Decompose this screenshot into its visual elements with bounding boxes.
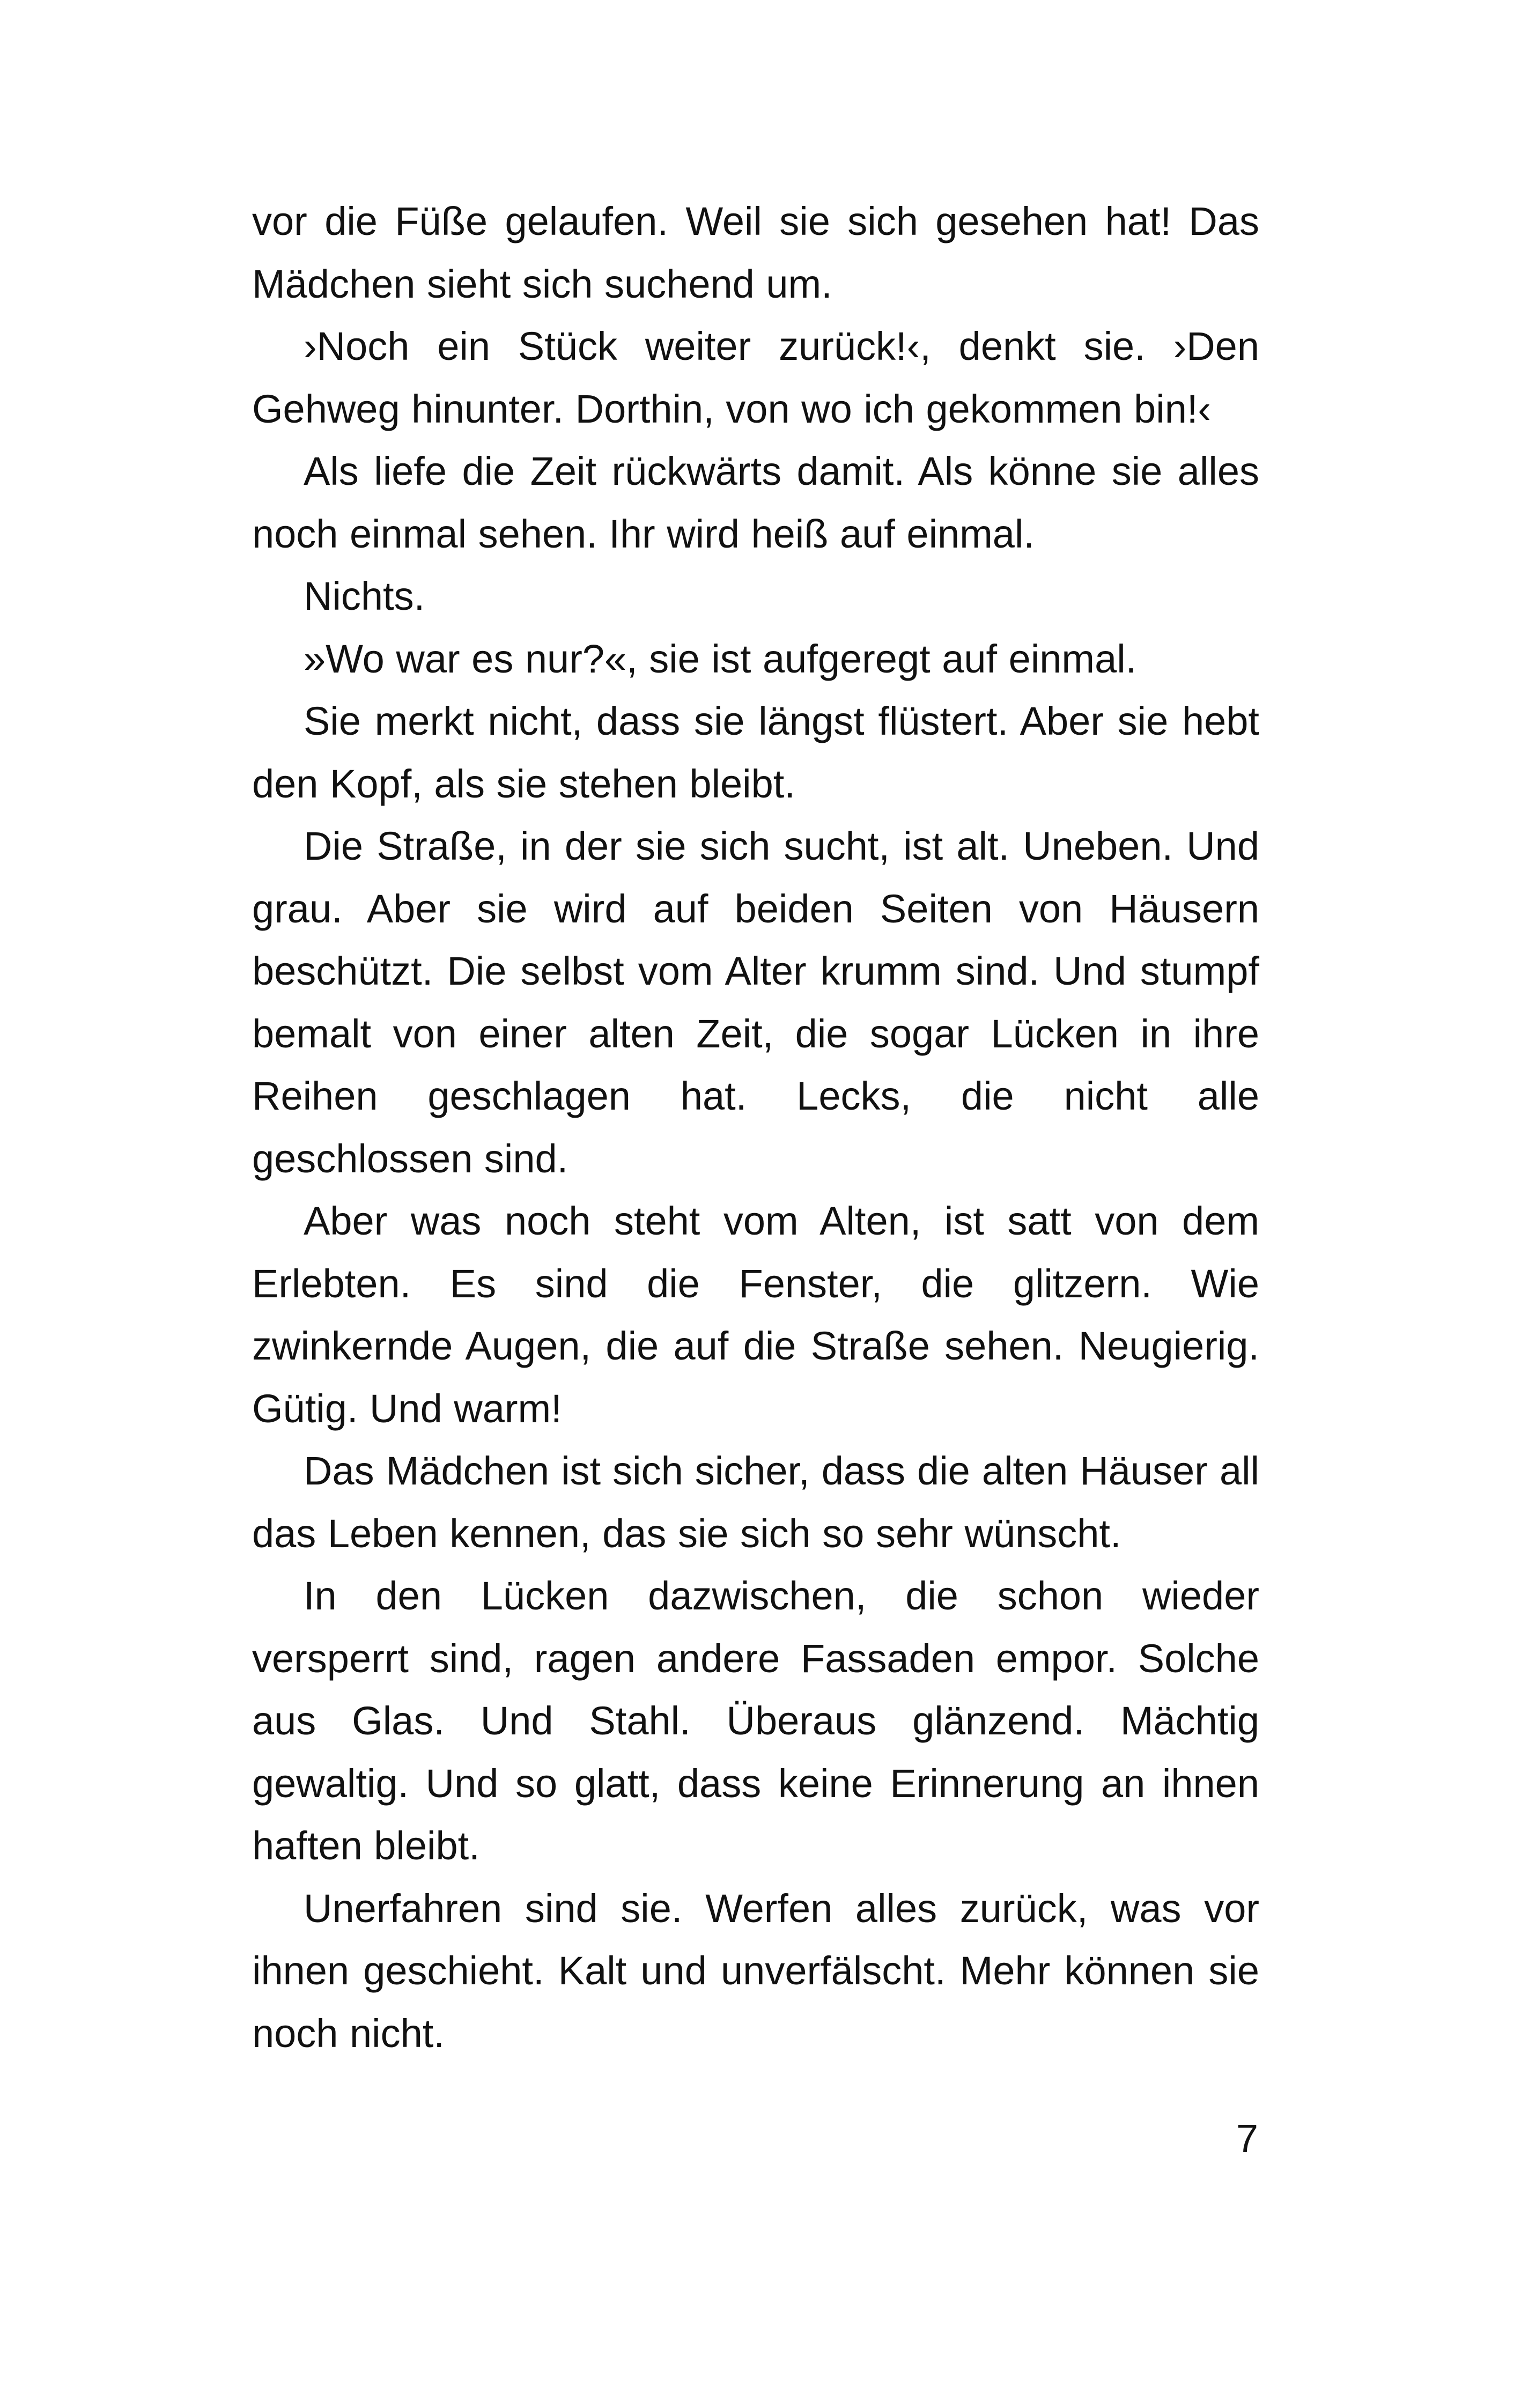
paragraph: Aber was noch steht vom Alten, ist satt von dem Erlebten. Es sind die Fenster, die glitzern. Wie zwinkernde Augen, die auf die Straße sehen. Neugierig. Gütig. Und warm! <box>252 1199 1259 1431</box>
page-number: 7 <box>1236 2116 1258 2161</box>
paragraph: In den Lücken dazwischen, die schon wieder versperrt sind, ragen andere Fassaden empor. Solche aus Glas. Und Stahl. Überaus glänzend. Mächtig gewaltig. Und so glatt, dass keine Erinnerung an ihnen haften bleibt. <box>252 1574 1259 1868</box>
body-text <box>252 190 1259 2065</box>
paragraph: Die Straße, in der sie sich sucht, ist alt. Uneben. Und grau. Aber sie wird auf beiden Seiten von Häusern beschützt. Die selbst vom Alter krumm sind. Und stumpf bemalt von einer alten Zeit, die sogar Lücken in ihre Reihen geschlagen hat. Lecks, die nicht alle geschlossen sind. <box>252 824 1259 1181</box>
paragraph: Nichts. <box>304 574 425 618</box>
paragraph: ›Noch ein Stück weiter zurück!‹, denkt sie. ›Den Gehweg hinunter. Dorthin, von wo ich gekommen bin!‹ <box>252 324 1259 431</box>
paragraph: Unerfahren sind sie. Werfen alles zurück, was vor ihnen geschieht. Kalt und unverfälscht. Mehr können sie noch nicht. <box>252 1886 1259 2056</box>
paragraph: »Wo war es nur?«, sie ist aufgeregt auf einmal. <box>304 636 1137 681</box>
paragraph-continued: vor die Füße gelaufen. Weil sie sich gesehen hat! Das Mädchen sieht sich suchend um. <box>252 199 1259 306</box>
paragraph: Als liefe die Zeit rückwärts damit. Als könne sie alles noch einmal sehen. Ihr wird heiß auf einmal. <box>252 449 1259 556</box>
paragraph: Sie merkt nicht, dass sie längst flüstert. Aber sie hebt den Kopf, als sie stehen bleibt. <box>252 699 1259 806</box>
paragraph: Das Mädchen ist sich sicher, dass die alten Häuser all das Leben kennen, das sie sich so sehr wünscht. <box>252 1449 1259 1556</box>
